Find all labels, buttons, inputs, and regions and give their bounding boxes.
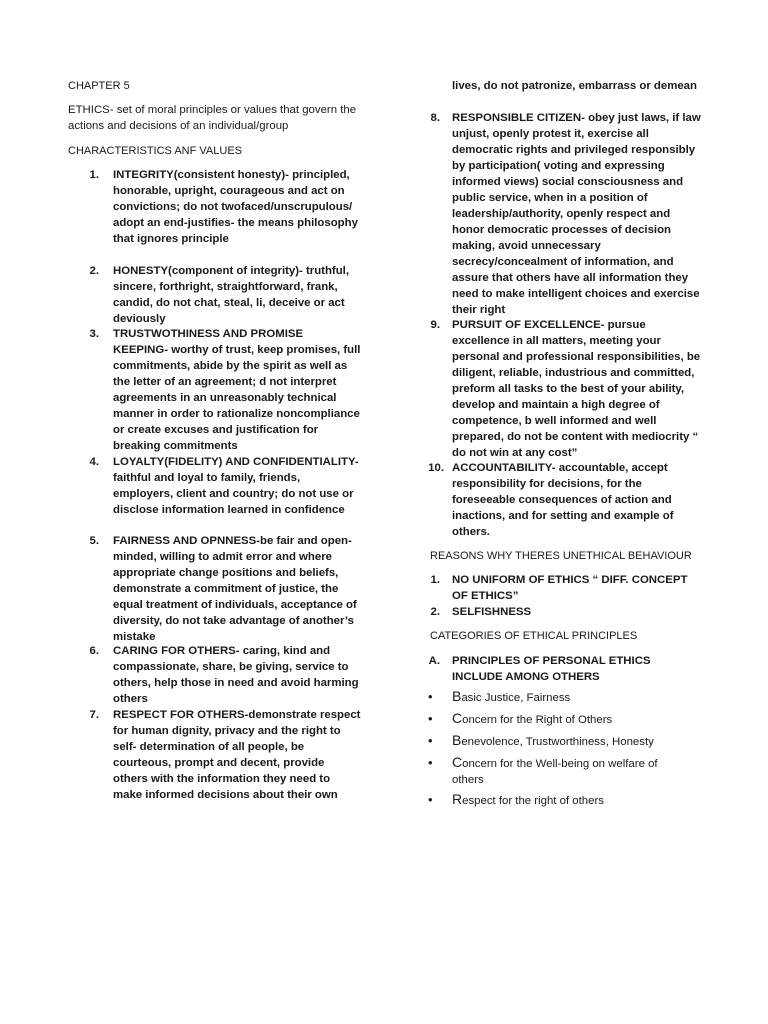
list-number: 4. <box>89 456 99 468</box>
list-item: RESPECT FOR OTHERS-demonstrate respect for human dignity, privacy and the right to self- determination of all people, be courteous, prompt and decent, provide others with the information they need to make informed decisions about their own <box>113 709 361 801</box>
list-item: INTEGRITY(consistent honesty)- principled, honorable, upright, courageous and act on convictions; do not twofaced/unscrupulous/ adopt an end-justifies- the means philosophy that ignores principle <box>113 169 358 245</box>
list-number: 9. <box>430 319 440 331</box>
list-item: NO UNIFORM OF ETHICS “ DIFF. CONCEPT OF ETHICS” <box>452 574 688 602</box>
bullet-item: Benevolence, Trustworthiness, Honesty <box>452 732 654 748</box>
bullet-icon: • <box>428 689 433 704</box>
bullet-item: Respect for the right of others <box>452 791 604 807</box>
list-item: PURSUIT OF EXCELLENCE- pursue excellence in all matters, meeting your personal and professional responsibilities, be diligent, reliable, industrious and committed, preform all tasks to the best of your ability, develop and maintain a high degree of competence, b well informed and well prepared, do not be content with mediocrity “ do not win at any cost” <box>452 319 701 459</box>
ethics-definition: ETHICS- set of moral principles or values that govern the actions and decisions of an individual/group <box>68 104 357 132</box>
list-item: PRINCIPLES OF PERSONAL ETHICS INCLUDE AMONG OTHERS <box>452 655 651 683</box>
list-number: 2. <box>89 265 99 277</box>
chapter-heading: CHAPTER 5 <box>68 80 130 92</box>
bullet-icon: • <box>428 792 433 807</box>
reasons-heading: REASONS WHY THERES UNETHICAL BEHAVIOUR <box>430 550 692 562</box>
list-number: 7. <box>89 709 99 721</box>
list-item: RESPONSIBLE CITIZEN- obey just laws, if law unjust, openly protest it, exercise all democratic rights and privileged responsibly by participation( voting and expressing informed views) social consciousness and public service, when in a position of leadership/authority, openly respect and honor democratic processes of decision making, avoid unnecessary secrecy/concealment of information, and assure that others have all information they need to make intelligent choices and exercise their right <box>452 112 701 316</box>
bullet-item: Concern for the Right of Others <box>452 710 613 726</box>
list-item: ACCOUNTABILITY- accountable, accept responsibility for decisions, for the foreseeable consequences of action and inactions, and for setting and example of others. <box>452 462 674 538</box>
characteristics-heading: CHARACTERISTICS ANF VALUES <box>68 145 242 157</box>
list-item: LOYALTY(FIDELITY) AND CONFIDENTIALITY- faithful and loyal to family, friends, employers, client and country; do not use or disclose information learned in confidence <box>113 456 359 516</box>
list-number: 3. <box>89 328 99 340</box>
bullet-icon: • <box>428 711 433 726</box>
bullet-icon: • <box>428 755 433 770</box>
list-number: 5. <box>89 535 99 547</box>
bullet-icon: • <box>428 733 433 748</box>
bullet-item: Concern for the Well-being on welfare of others <box>452 754 658 786</box>
list-number: 1. <box>430 574 440 586</box>
list-item: TRUSTWOTHINESS AND PROMISE KEEPING- worthy of trust, keep promises, full commitments, abide by the spirit as well as the letter of an agreement; d not interpret agreements in an unreasonably technical manner in order to rationalize noncompliance or create excuses and justification for breaking commitments <box>113 328 361 452</box>
categories-heading: CATEGORIES OF ETHICAL PRINCIPLES <box>430 630 638 642</box>
list-item: HONESTY(component of integrity)- truthful, sincere, forthright, straightforward, frank, candid, do not chat, steal, li, deceive or act deviously <box>113 265 350 325</box>
list-item: CARING FOR OTHERS- caring, kind and compassionate, share, be giving, service to others, help those in need and avoid harming others <box>113 645 359 705</box>
list-letter: A. <box>428 655 440 667</box>
list-number: 2. <box>430 606 440 618</box>
bullet-item: Basic Justice, Fairness <box>452 688 571 704</box>
list-item: FAIRNESS AND OPNNESS-be fair and open-minded, willing to admit error and where appropriate change positions and beliefs, demonstrate a commitment of justice, the equal treatment of individuals, acceptance of diversity, do not take advantage of another’s mistake <box>113 535 357 643</box>
list-item: SELFISHNESS <box>452 606 532 618</box>
list-number: 10. <box>428 462 444 474</box>
list-number: 1. <box>89 169 99 181</box>
list-number: 8. <box>430 112 440 124</box>
list-item-continued: lives, do not patronize, embarrass or demean <box>452 80 697 92</box>
list-number: 6. <box>89 645 99 657</box>
